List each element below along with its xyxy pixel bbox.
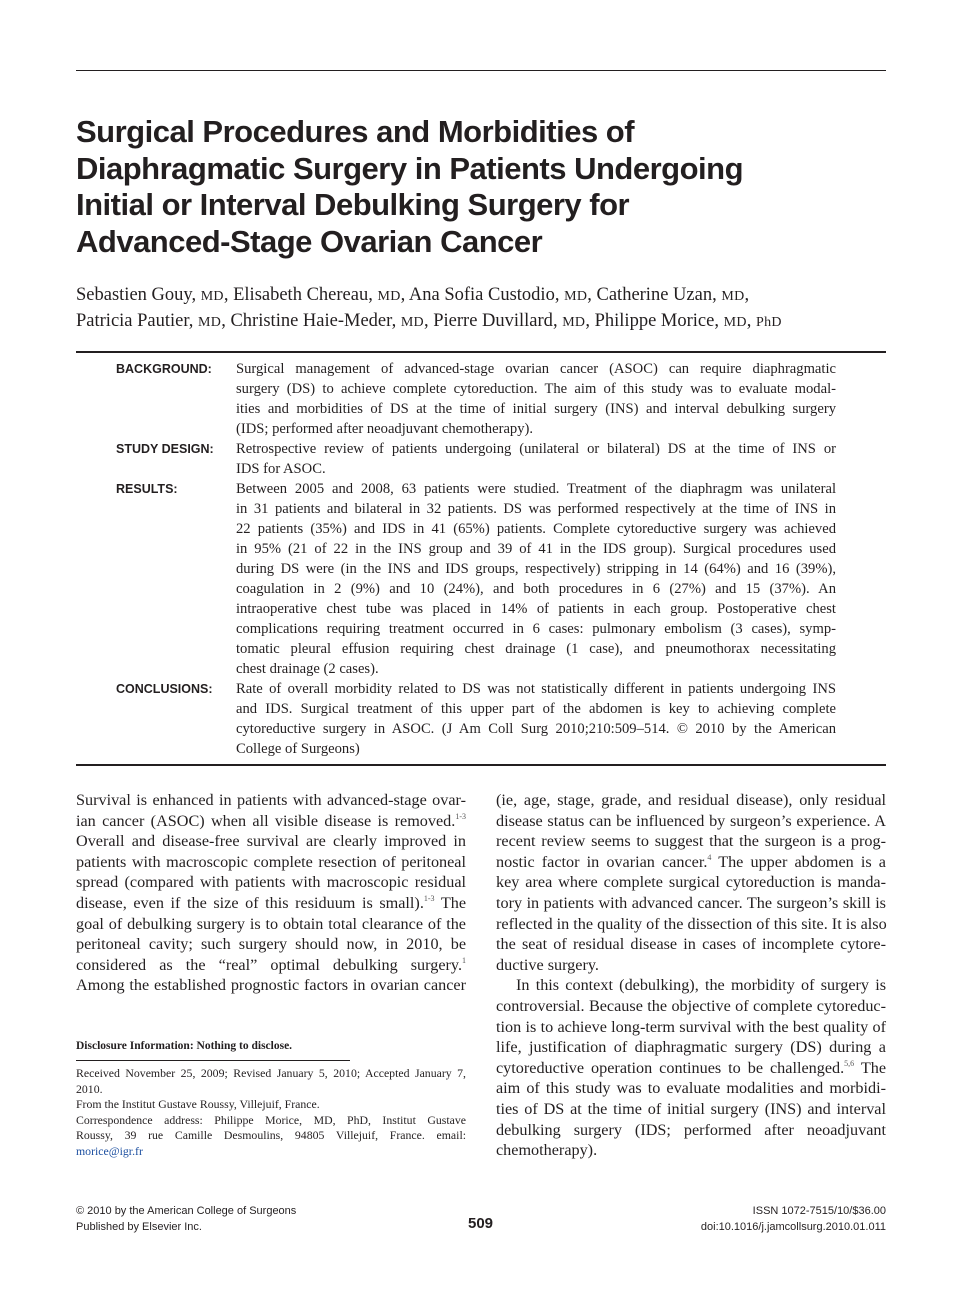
abstract-text <box>236 679 836 759</box>
text-run: The <box>854 1058 887 1077</box>
body-line: Survival is enhanced in patients with advanced-stage ovar- <box>76 791 466 809</box>
citation-link[interactable]: 1 <box>462 955 466 965</box>
author-degree: MD <box>377 289 401 304</box>
abstract-line: Retrospective review of patients undergoing (unilateral or bilateral) DS at the time of INS or <box>236 441 836 457</box>
author-degree: MD <box>564 289 588 304</box>
abstract-line: during DS were (in the INS and IDS groups, respectively) stripping in 14 (64%) and 16 (39%), <box>236 561 836 577</box>
body-line: spread (compared with patients with macroscopic residual <box>76 873 466 892</box>
citation-link[interactable]: 1-3 <box>423 893 435 903</box>
issn: ISSN 1072-7515/10/$36.00 <box>752 1205 886 1217</box>
doi-link[interactable]: doi:10.1016/j.jamcollsurg.2010.01.011 <box>700 1220 886 1233</box>
footnote-line: Received November 25, 2009; Revised January 5, 2010; Accepted January 7, <box>76 1066 466 1080</box>
abstract-line: College of Surgeons) <box>236 741 360 757</box>
body-line: goal of debulking surgery is to obtain total clearance of the <box>76 914 466 933</box>
author-degree: MD <box>200 289 224 304</box>
abstract-label: RESULTS: <box>116 482 178 496</box>
abstract-line: Rate of overall morbidity related to DS was not statistically different in patients undergoing INS <box>236 681 836 697</box>
body-line: patients with macroscopic complete resection of peritoneal <box>76 852 466 871</box>
body-line <box>76 811 466 832</box>
footnote-line: Correspondence address: Philippe Morice, MD, PhD, Institut Gustave <box>76 1112 466 1127</box>
author-line: Sebastien Gouy, MD, Elisabeth Chereau, MD, Ana Sofia Custodio, MD, Catherine Uzan, MD, <box>76 285 750 305</box>
footer-left <box>76 1204 296 1235</box>
footnote-line: 2010. <box>76 1081 103 1096</box>
citation-link[interactable]: 1-3 <box>455 811 466 821</box>
body-line: life, justification of diaphragmatic surgery (DS) during a <box>496 1038 886 1057</box>
abstract-line: ities and morbidities of DS at the time of initial surgery (INS) and interval debulking surgery <box>236 401 836 417</box>
text-run: The upper abdomen is a <box>711 852 886 871</box>
body-line: debulking surgery (IDS; performed after neoadjuvant <box>496 1120 886 1139</box>
text-run: ian cancer (ASOC) when all visible disease is removed. <box>76 811 456 830</box>
abstract-text <box>236 479 836 679</box>
abstract-label: CONCLUSIONS: <box>116 682 213 696</box>
author-name: Sebastien Gouy <box>76 285 192 305</box>
author-name: Ana Sofia Custodio <box>408 285 555 305</box>
author-name: Christine Haie-Meder <box>230 311 392 331</box>
author-name: Pierre Duvillard <box>433 311 553 331</box>
body-line: tory in patients with advanced cancer. The surgeon’s skill is <box>496 893 886 912</box>
author-degree: MD <box>400 315 424 330</box>
title-line: Diaphragmatic Surgery in Patients Undergoing <box>76 150 744 186</box>
abstract-text <box>236 439 836 479</box>
body-line: peritoneal cavity; such surgery should now, in 2010, be <box>76 935 466 954</box>
body-line <box>496 852 886 873</box>
abstract-line: 22 patients (35%) and IDS in 41 (65%) patients. Complete cytoreductive surgery was achieved <box>236 521 836 537</box>
text-run: cytoreductive operation continues to be challenged. <box>496 1058 845 1077</box>
footnote-rule <box>76 1060 350 1061</box>
body-line: the seat of residual disease in cases of incomplete cytore- <box>496 935 886 954</box>
abstract-text <box>236 359 836 439</box>
page-number: 509 <box>468 1215 494 1232</box>
abstract-line: IDS for ASOC. <box>236 461 326 477</box>
author-list <box>76 283 886 335</box>
body-line: (ie, age, stage, grade, and residual disease), only residual <box>496 791 886 809</box>
citation-link[interactable]: 5,6 <box>844 1058 855 1068</box>
abstract-line: tomatic pleural effusion requiring chest drainage (1 case), and pneumothorax necessitating <box>236 641 836 657</box>
body-line: aim of this study was to evaluate modalities and morbidi- <box>496 1079 886 1098</box>
author-degree: PhD <box>756 315 782 330</box>
body-column-right <box>496 790 886 1161</box>
body-line: reflected in the quality of the dissection of this site. It is also <box>496 914 887 933</box>
footnotes <box>76 1066 466 1159</box>
body-line <box>76 955 466 976</box>
abstract-line: and IDS. Surgical treatment of this upper part of the abdomen is key to achieving complete <box>236 701 836 717</box>
text-run: The <box>434 893 467 912</box>
footer-right <box>701 1204 886 1235</box>
abstract-line: coagulation in 2 (9%) and 10 (24%), and both procedures in 6 (27%) and 15 (37%). An <box>236 581 836 597</box>
article-title <box>76 114 876 260</box>
title-line: Initial or Interval Debulking Surgery for <box>76 187 630 222</box>
body-line: Overall and disease-free survival are clearly improved in <box>76 832 466 851</box>
abstract-line: Surgical management of advanced-stage ovarian cancer (ASOC) can require diaphragmatic <box>236 361 836 377</box>
text-run: nostic factor in ovarian cancer. <box>496 852 708 871</box>
abstract-line: complications requiring treatment occurred in 6 cases: pulmonary embolism (3 cases), symp- <box>236 621 836 637</box>
author-degree: MD <box>562 315 586 330</box>
body-line: chemotherapy). <box>496 1141 598 1160</box>
abstract-line: chest drainage (2 cases). <box>236 661 379 677</box>
body-line: tion is to achieve long-term survival with the best quality of <box>496 1017 886 1036</box>
citation-link[interactable]: 4 <box>707 852 712 862</box>
footnote-line: From the Institut Gustave Roussy, Villejuif, France. <box>76 1097 320 1111</box>
author-line: Patricia Pautier, MD, Christine Haie-Meder, MD, Pierre Duvillard, MD, Philippe Morice, MD, PhD <box>76 311 782 331</box>
abstract-line: cytoreductive surgery in ASOC. (J Am Coll Surg 2010;210:509–514. © 2010 by the American <box>236 721 836 737</box>
body-line: controversial. Because the objective of complete cytoreduc- <box>496 996 886 1015</box>
body-line: ties of DS at the time of initial surgery (INS) and interval <box>496 1099 886 1118</box>
body-line: key area where complete surgical cytoreduction is manda- <box>496 873 886 892</box>
body-line: In this context (debulking), the morbidity of surgery is <box>516 976 886 995</box>
author-name: Philippe Morice <box>594 311 715 331</box>
author-degree: MD <box>721 289 745 304</box>
body-line: ductive surgery. <box>496 955 599 974</box>
title-line: Surgical Procedures and Morbidities of <box>76 114 635 149</box>
body-column-left <box>76 790 466 996</box>
abstract-line: intraoperative chest tube was placed in 14% of patients in each group. Postoperative chest <box>236 601 836 617</box>
publisher: Published by Elsevier Inc. <box>76 1220 202 1233</box>
body-line <box>76 893 466 914</box>
body-line: disease status can be influenced by surgeon’s experience. A <box>496 811 886 830</box>
abstract-line: surgery (DS) to achieve complete cytoreduction. The aim of this study was to evaluate modal- <box>236 381 836 397</box>
copyright-notice: © 2010 by the American College of Surgeons <box>76 1205 297 1217</box>
author-degree: MD <box>723 315 747 330</box>
abstract-line: in 31 patients and bilateral in 32 patients. DS was performed respectively at the time of INS in <box>236 501 836 517</box>
top-rule <box>76 70 886 71</box>
abstract-line: Between 2005 and 2008, 63 patients were studied. Treatment of the diaphragm was unilateral <box>236 481 836 497</box>
abstract-line: in 95% (21 of 22 in the INS group and 39 of 41 in the IDS group). Surgical procedures used <box>236 541 836 557</box>
text-run: considered as the “real” optimal debulking surgery. <box>76 955 462 974</box>
email-link[interactable]: morice@igr.fr <box>76 1143 143 1158</box>
footnote-line: Roussy, 39 rue Camille Desmoulins, 94805 Villejuif, France. email: <box>76 1128 466 1142</box>
abstract-box <box>76 351 886 766</box>
body-line: Among the established prognostic factors in ovarian cancer <box>76 976 466 995</box>
author-name: Elisabeth Chereau <box>233 285 369 305</box>
author-name: Patricia Pautier <box>76 311 189 331</box>
body-line <box>496 1058 886 1079</box>
author-name: Catherine Uzan <box>596 285 713 305</box>
disclosure-info: Disclosure Information: Nothing to disclose. <box>76 1040 293 1052</box>
abstract-line: (IDS; performed after neoadjuvant chemotherapy). <box>236 421 534 437</box>
text-run: disease, even if the size of this residuum is small). <box>76 893 424 912</box>
author-degree: MD <box>198 315 222 330</box>
title-line: Advanced-Stage Ovarian Cancer <box>76 223 543 259</box>
body-line: recent review seems to suggest that the surgeon is a prog- <box>496 832 886 851</box>
abstract-label: BACKGROUND: <box>116 362 212 376</box>
abstract-label: STUDY DESIGN: <box>116 442 214 456</box>
